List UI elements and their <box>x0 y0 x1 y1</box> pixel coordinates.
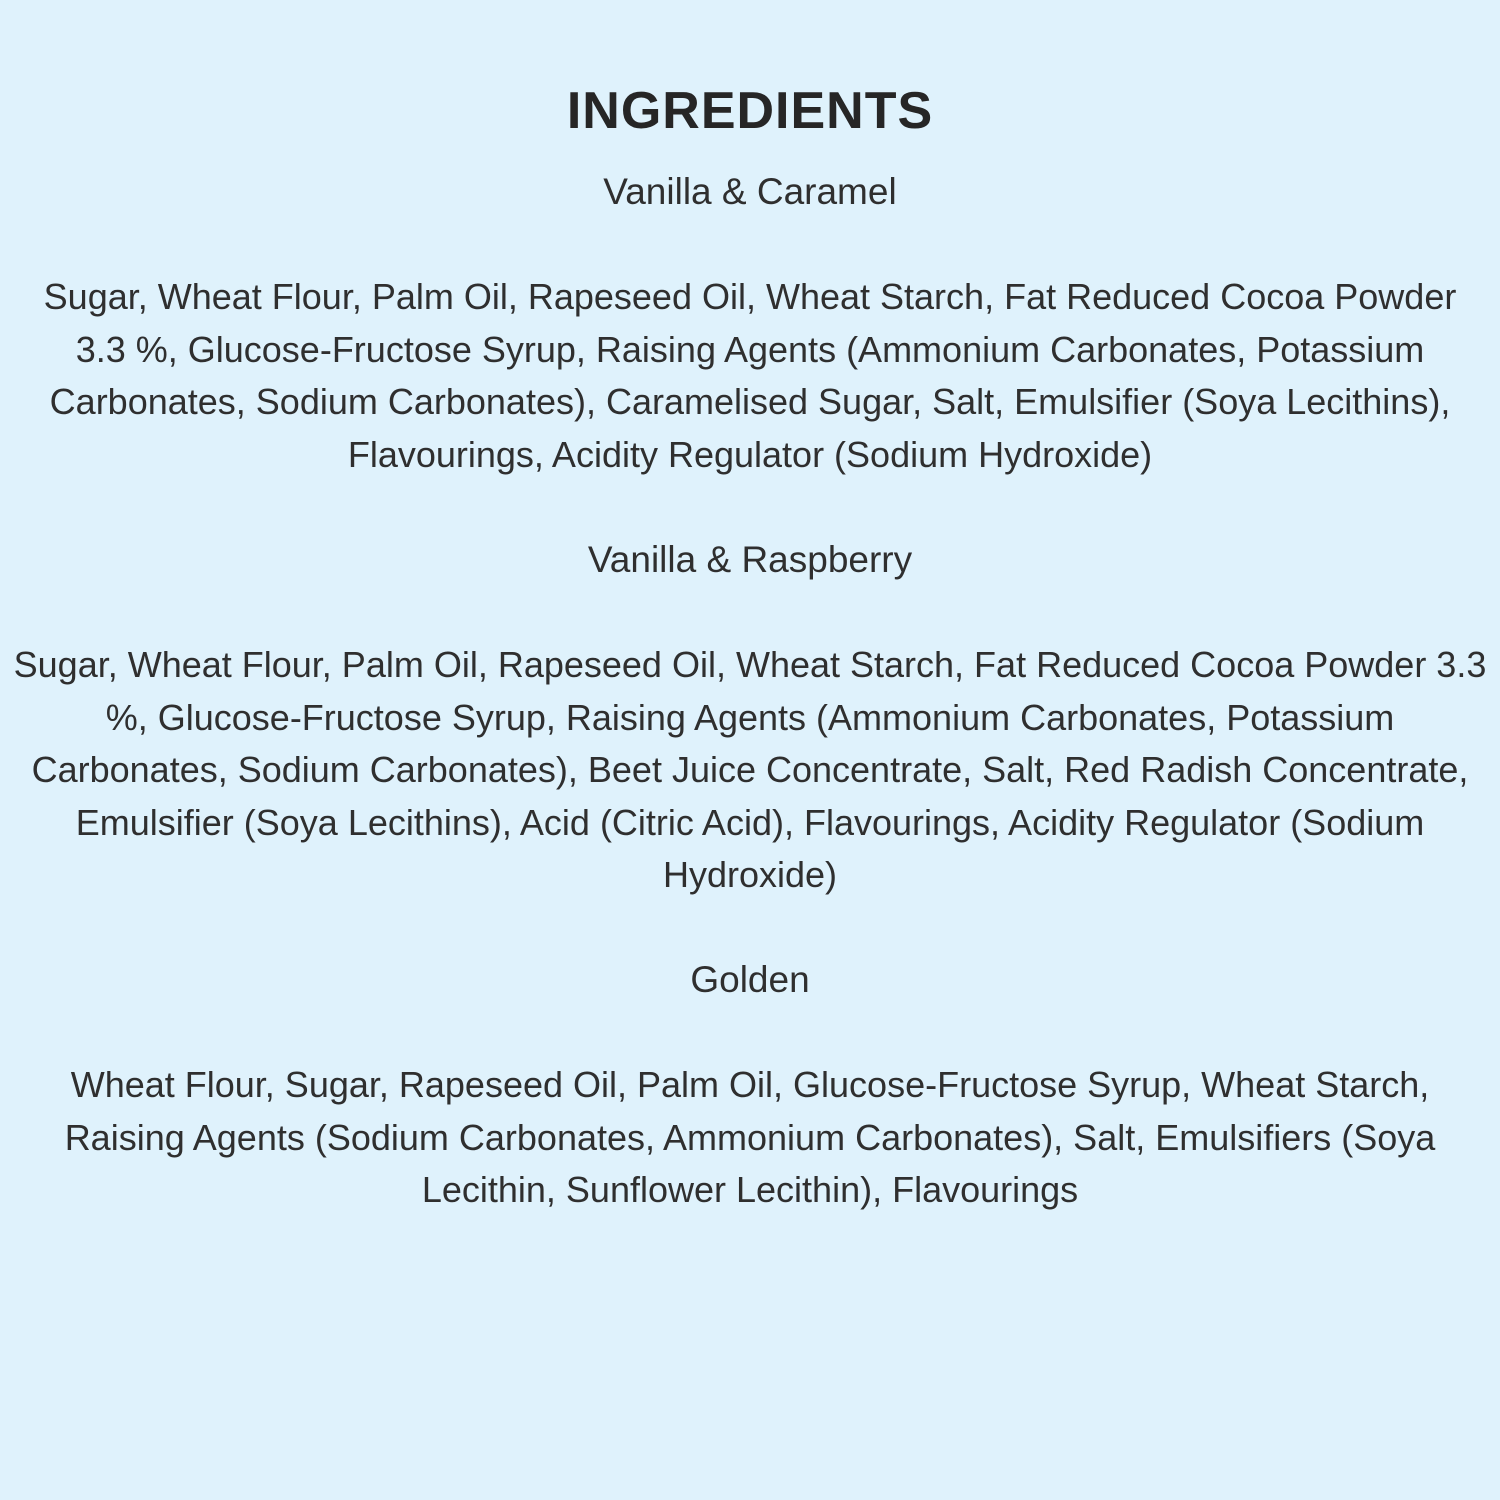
flavor-heading: Golden <box>690 959 810 1000</box>
flavor-heading: Vanilla & Raspberry <box>587 539 913 580</box>
ingredient-list: Sugar, Wheat Flour, Palm Oil, Rapeseed Oil, Wheat Starch, Fat Reduced Cocoa Powder 3.3 %, Glucose-Fructose Syrup, Raising Agents (Ammonium Carbonates, Potassium Carbonates, Sodium Carbonates), Beet Juice Concentrate, Salt, Red Radish Concentrate, Emulsifier (Soya Lecithins), Acid (Citric Acid), Flavourings, Acidity Regulator (Sodium Hydroxide) <box>13 644 1487 895</box>
ingredient-list: Wheat Flour, Sugar, Rapeseed Oil, Palm Oil, Glucose-Fructose Syrup, Wheat Starch, Raising Agents (Sodium Carbonates, Ammonium Carbonates), Salt, Emulsifiers (Soya Lecithin, Sunflower Lecithin), Flavourings <box>64 1064 1436 1210</box>
ingredient-section-vanilla-raspberry <box>0 534 1500 902</box>
ingredient-list: Sugar, Wheat Flour, Palm Oil, Rapeseed Oil, Wheat Starch, Fat Reduced Cocoa Powder 3.3 %, Glucose-Fructose Syrup, Raising Agents (Ammonium Carbonates, Potassium Carbonates, Sodium Carbonates), Caramelised Sugar, Salt, Emulsifier (Soya Lecithins), Flavourings, Acidity Regulator (Sodium Hydroxide) <box>43 276 1457 475</box>
ingredient-section-vanilla-caramel <box>0 166 1500 481</box>
flavor-heading: Vanilla & Caramel <box>603 171 897 212</box>
ingredient-section-golden <box>0 954 1500 1217</box>
page-title: INGREDIENTS <box>566 81 934 140</box>
